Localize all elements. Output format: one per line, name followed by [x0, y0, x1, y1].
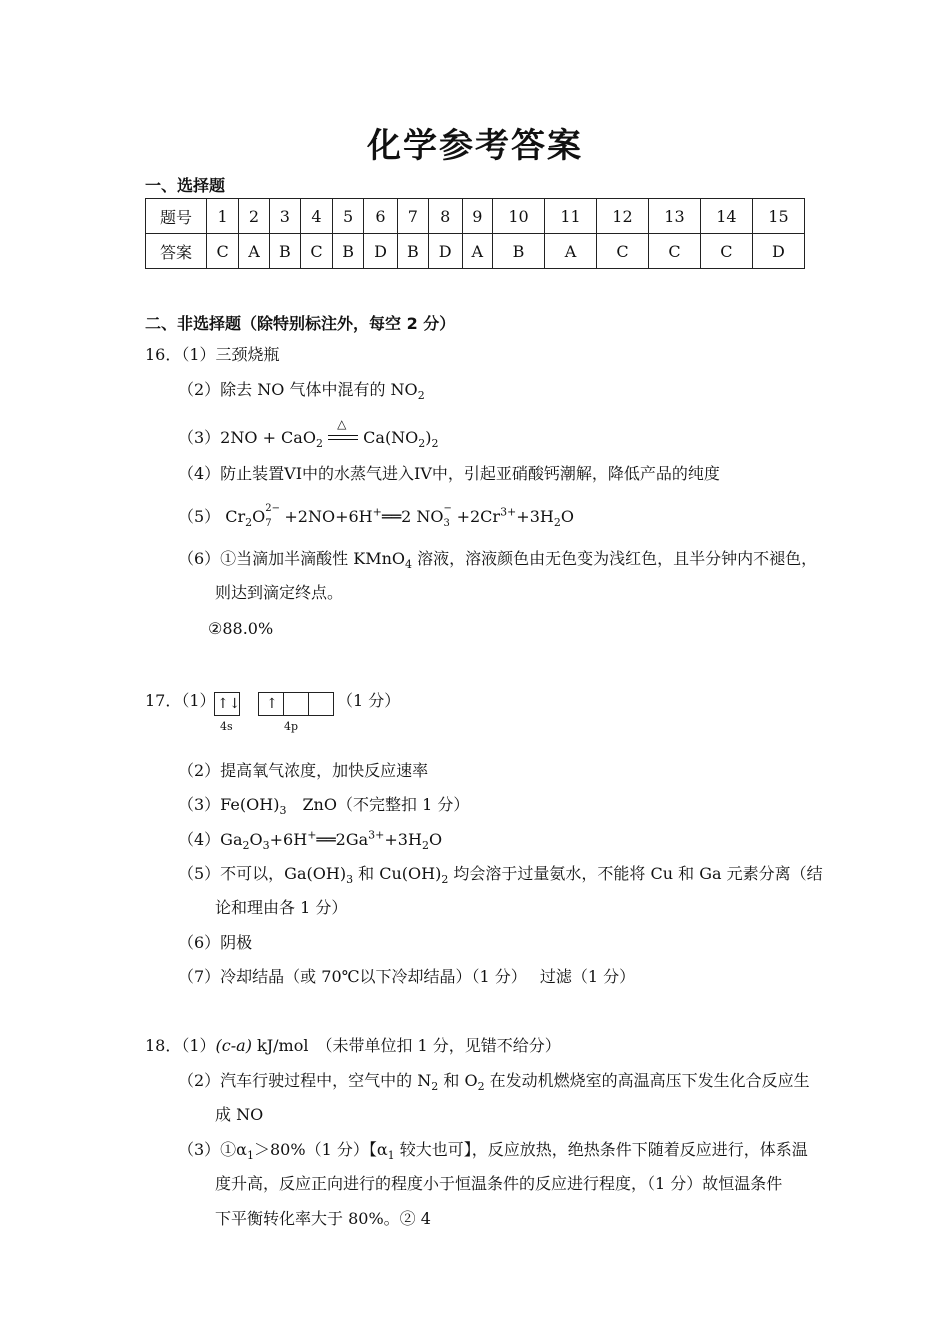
q17-p4-d: ══2Ga: [316, 830, 369, 849]
table-cell: C: [597, 234, 649, 269]
spin-up-icon: ↑: [266, 696, 278, 712]
q17-p4-c: +6H: [269, 830, 308, 849]
q17-p4-sup1: +: [307, 828, 317, 842]
q18-part2-continued: 成 NO: [215, 1105, 264, 1124]
q18-label: 18．（1）: [145, 1036, 216, 1055]
orbital-label-4s: 4s: [220, 720, 233, 733]
q18-part3-continued-2: 下平衡转化率大于 80%。② 4: [215, 1209, 431, 1228]
q18-p2-a: （2）汽车行驶过程中，空气中的 N: [178, 1071, 432, 1090]
q16-p5-sub4: 2: [553, 516, 561, 530]
q17-part3: [178, 795, 470, 818]
q16-p3-c: ): [425, 428, 432, 447]
orbital-box-4p-3: [308, 692, 334, 716]
q16-p5-sub3: 3: [443, 518, 450, 529]
table-cell: 2: [239, 199, 270, 234]
q18-p2-sub1: 2: [431, 1080, 439, 1094]
q18-p2-b: 和 O: [438, 1071, 478, 1090]
q16-p5-d: +2Cr: [451, 507, 501, 526]
q16-p5-sup1: 2−: [265, 503, 281, 514]
table-cell: B: [493, 234, 545, 269]
table-header-cell: 答案: [146, 234, 207, 269]
table-cell: 3: [269, 199, 300, 234]
q17-p3-sub: 3: [279, 804, 287, 818]
q16-p5-sub2: 7: [265, 518, 272, 529]
q16-part6-continued: 则达到滴定终点。: [215, 583, 344, 602]
q16-part4: （4）防止装置VI中的水蒸气进入IV中，引起亚硝酸钙潮解，降低产品的纯度: [178, 464, 720, 483]
page-title: 化学参考答案: [367, 126, 583, 166]
answer-table: [145, 198, 805, 269]
q17-p4-sub3: 2: [421, 839, 429, 853]
q17-part7: （7）冷却结晶（或 70℃以下冷却结晶）（1 分） 过滤（1 分）: [178, 967, 636, 986]
q17-label: 17．（1）: [145, 691, 216, 710]
q16-p3-sub3: 2: [431, 437, 439, 451]
q18-p3-sub2: 1: [387, 1149, 395, 1163]
table-cell: 6: [364, 199, 398, 234]
table-cell: C: [300, 234, 332, 269]
q18-p3-a: （3）①α: [178, 1140, 247, 1159]
q16-p5-c: ══2 NO: [381, 507, 444, 526]
table-cell: 5: [333, 199, 364, 234]
q18-part2: [178, 1071, 810, 1094]
q16-p3-b: Ca(NO: [363, 428, 419, 447]
q17-part4-equation: [178, 828, 443, 853]
q16-p5-o: O: [252, 507, 266, 526]
section-nonchoice-heading: 二、非选择题（除特别标注外，每空 2 分）: [145, 314, 456, 333]
q17-p5-b: 和 Cu(OH): [353, 864, 442, 883]
q17-part1-score: （1 分）: [337, 691, 401, 710]
q17-p4-sup2: 3+: [368, 828, 385, 842]
table-cell: C: [648, 234, 700, 269]
q16-p5-f: O: [560, 507, 574, 526]
table-cell: 9: [462, 199, 493, 234]
q16-p5-a: （5） Cr: [178, 507, 246, 526]
q16-p3-sub1: 2: [315, 437, 323, 451]
q16-p2-text: （2）除去 NO 气体中混有的 NO: [178, 380, 418, 399]
table-cell: 10: [493, 199, 545, 234]
q16-p1-text: （1）三颈烧瓶: [181, 345, 280, 364]
table-cell: 11: [545, 199, 597, 234]
table-cell: D: [428, 234, 462, 269]
table-cell: B: [269, 234, 300, 269]
q16-p5-e: +3H: [516, 507, 554, 526]
q17-p4-sub1: 2: [242, 839, 250, 853]
nitrate-charge: [443, 503, 452, 529]
q16-p5-b: +2NO+6H: [279, 507, 373, 526]
table-row-answers: [146, 234, 805, 269]
q16-part1: [145, 345, 280, 365]
q17-part5-continued: 论和理由各 1 分）: [215, 898, 348, 917]
q18-p1-italic: (c-a): [215, 1036, 252, 1055]
q17-p5-sub2: 2: [441, 873, 449, 887]
heat-triangle-icon: △: [337, 417, 347, 431]
q16-part6: [178, 549, 818, 572]
q17-p3-a: （3）Fe(OH): [178, 795, 280, 814]
table-header-cell: 题号: [146, 199, 207, 234]
q17-p4-b: O: [249, 830, 263, 849]
q16-label: 16．: [145, 345, 182, 364]
q17-p4-e: +3H: [384, 830, 422, 849]
q17-p4-f: O: [428, 830, 443, 849]
q18-part3-continued-1: 度升高，反应正向进行的程度小于恒温条件的反应进行程度，（1 分）故恒温条件: [215, 1174, 783, 1193]
q16-part2: [178, 380, 425, 403]
q17-p5-a: （5）不可以，Ga(OH): [178, 864, 347, 883]
table-cell: 12: [597, 199, 649, 234]
q17-p3-b: ZnO（不完整扣 1 分）: [286, 795, 470, 814]
table-cell: 7: [397, 199, 428, 234]
q18-p3-sub1: 1: [247, 1149, 254, 1163]
table-cell: 8: [428, 199, 462, 234]
q16-p5-sup3: −: [443, 503, 452, 514]
q18-part1: [145, 1036, 561, 1056]
table-cell: 15: [752, 199, 804, 234]
table-cell: A: [462, 234, 493, 269]
q16-p5-sub1: 2: [245, 516, 253, 530]
table-cell: 14: [700, 199, 752, 234]
q18-part3: [178, 1140, 808, 1163]
q16-part3-equation: [178, 417, 439, 451]
q16-part5-equation: [178, 503, 574, 530]
table-cell: D: [364, 234, 398, 269]
q16-p6-b: 溶液，溶液颜色由无色变为浅红色，且半分钟内不褪色，: [412, 549, 818, 568]
table-cell: 4: [300, 199, 332, 234]
section-choice-heading: 一、选择题: [145, 176, 226, 195]
table-row-numbers: [146, 199, 805, 234]
table-cell: 1: [207, 199, 239, 234]
table-cell: D: [752, 234, 804, 269]
q18-p2-sub2: 2: [477, 1080, 485, 1094]
q16-p5-sup2: +: [372, 505, 382, 519]
table-cell: A: [239, 234, 270, 269]
table-cell: C: [207, 234, 239, 269]
orbital-label-4p: 4p: [284, 720, 299, 733]
heat-equals-sign: [328, 417, 358, 445]
table-cell: A: [545, 234, 597, 269]
table-cell: 13: [648, 199, 700, 234]
q16-p5-sup4: 3+: [500, 505, 517, 519]
q18-p2-c: 在发动机燃烧室的高温高压下发生化合反应生: [484, 1071, 810, 1090]
dichromate-charge: [265, 503, 281, 529]
table-cell: B: [397, 234, 428, 269]
q17-p4-a: （4）Ga: [178, 830, 243, 849]
q16-p2-sub: 2: [417, 389, 425, 403]
q17-part5: [178, 864, 823, 887]
table-cell: B: [333, 234, 364, 269]
spin-up-down-icon: ↑↓: [217, 696, 241, 712]
q17-part2: （2）提高氧气浓度，加快反应速率: [178, 761, 429, 780]
q18-p3-b: ＞80%（1 分）【α: [254, 1140, 388, 1159]
q17-part6: （6）阴极: [178, 933, 253, 952]
orbital-box-4p-2: [283, 692, 309, 716]
q18-p3-c: 较大也可】，反应放热，绝热条件下随着反应进行，体系温: [394, 1140, 808, 1159]
q17-p5-c: 均会溶于过量氨水，不能将 Cu 和 Ga 元素分离（结: [448, 864, 823, 883]
q17-p4-sub2: 3: [262, 839, 270, 853]
q16-p6-a: （6）①当滴加半滴酸性 KMnO: [178, 549, 406, 568]
q16-p6-sub: 4: [405, 558, 413, 572]
q18-p1-b: kJ/mol （未带单位扣 1 分，见错不给分）: [251, 1036, 561, 1055]
q16-p3-a: （3）2NO + CaO: [178, 428, 316, 447]
q17-p5-sub1: 3: [346, 873, 354, 887]
q16-p3-sub2: 2: [418, 437, 426, 451]
table-cell: C: [700, 234, 752, 269]
q16-part6-2: ②88.0%: [208, 619, 274, 638]
